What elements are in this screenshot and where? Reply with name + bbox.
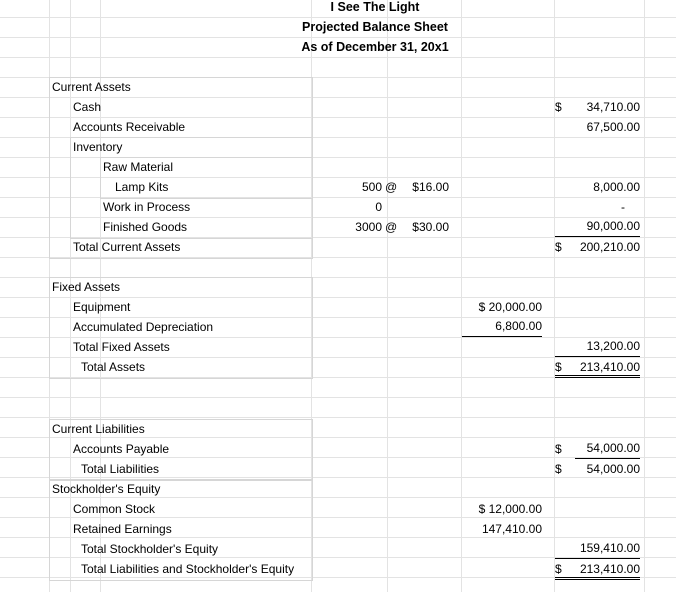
current-assets-heading[interactable]: Current Assets	[52, 80, 131, 94]
accounts-receivable-value[interactable]: 67,500.00	[586, 120, 640, 134]
fixed-assets-heading[interactable]: Fixed Assets	[52, 280, 121, 294]
work-in-process-label[interactable]: Work in Process	[103, 200, 191, 214]
total-liabilities-and-equity-value[interactable]: 213,410.00	[579, 562, 640, 576]
work-in-process-value[interactable]: -	[621, 200, 625, 214]
inventory-label[interactable]: Inventory	[73, 140, 123, 154]
total-liabilities-currency-symbol[interactable]: $	[555, 462, 562, 476]
cash-value[interactable]: 34,710.00	[586, 100, 640, 114]
lamp-kits-quantity[interactable]: 500	[361, 180, 382, 194]
retained-earnings-label[interactable]: Retained Earnings	[73, 522, 172, 536]
company-name[interactable]: I See The Light	[330, 0, 420, 14]
lamp-kits-unit-price[interactable]: $16.00	[412, 180, 449, 194]
total-current-assets-value[interactable]: 200,210.00	[579, 240, 640, 254]
total-liabilities-value[interactable]: 54,000.00	[586, 462, 640, 476]
finished-goods-quantity[interactable]: 3000	[355, 220, 382, 234]
finished-goods-label[interactable]: Finished Goods	[103, 220, 188, 234]
common-stock-value[interactable]: $ 12,000.00	[478, 502, 542, 516]
sheet-title[interactable]: Projected Balance Sheet	[302, 20, 448, 34]
sheet-date[interactable]: As of December 31, 20x1	[301, 40, 449, 54]
total-liabilities-and-equity-currency-symbol[interactable]: $	[555, 562, 562, 576]
finished-goods-unit-price[interactable]: $30.00	[412, 220, 449, 234]
total-stockholders-equity-value[interactable]: 159,410.00	[555, 538, 640, 559]
accumulated-depreciation-label[interactable]: Accumulated Depreciation	[73, 320, 214, 334]
total-fixed-assets-label[interactable]: Total Fixed Assets	[73, 340, 170, 354]
total-assets-currency-symbol[interactable]: $	[555, 360, 562, 374]
accounts-payable-value[interactable]: 54,000.00	[575, 438, 640, 459]
cash-currency-symbol[interactable]: $	[555, 100, 562, 114]
lamp-kits-at[interactable]: @	[385, 180, 398, 194]
accumulated-depreciation-value[interactable]: 6,800.00	[462, 316, 542, 337]
finished-goods-at[interactable]: @	[385, 220, 398, 234]
lamp-kits-label[interactable]: Lamp Kits	[115, 180, 169, 194]
accounts-payable-label[interactable]: Accounts Payable	[73, 442, 170, 456]
stockholders-equity-heading[interactable]: Stockholder's Equity	[52, 482, 161, 496]
work-in-process-quantity[interactable]: 0	[375, 200, 382, 214]
raw-material-label[interactable]: Raw Material	[103, 160, 174, 174]
total-stockholders-equity-label[interactable]: Total Stockholder's Equity	[81, 542, 219, 556]
finished-goods-value[interactable]: 90,000.00	[555, 216, 640, 237]
total-current-assets-currency-symbol[interactable]: $	[555, 240, 562, 254]
total-liabilities-and-equity-label[interactable]: Total Liabilities and Stockholder's Equity	[81, 562, 295, 576]
accounts-receivable-label[interactable]: Accounts Receivable	[73, 120, 186, 134]
equipment-value[interactable]: $ 20,000.00	[478, 300, 542, 314]
accounts-payable-currency-symbol[interactable]: $	[555, 442, 562, 456]
total-assets-value[interactable]: 213,410.00	[579, 360, 640, 374]
total-assets-label[interactable]: Total Assets	[81, 360, 146, 374]
total-liabilities-label[interactable]: Total Liabilities	[81, 462, 160, 476]
equipment-label[interactable]: Equipment	[73, 300, 131, 314]
retained-earnings-value[interactable]: 147,410.00	[481, 522, 542, 536]
total-fixed-assets-value[interactable]: 13,200.00	[555, 336, 640, 357]
lamp-kits-value[interactable]: 8,000.00	[593, 180, 640, 194]
current-liabilities-heading[interactable]: Current Liabilities	[52, 422, 145, 436]
cash-label[interactable]: Cash	[73, 100, 102, 114]
common-stock-label[interactable]: Common Stock	[73, 502, 156, 516]
total-current-assets-label[interactable]: Total Current Assets	[73, 240, 181, 254]
